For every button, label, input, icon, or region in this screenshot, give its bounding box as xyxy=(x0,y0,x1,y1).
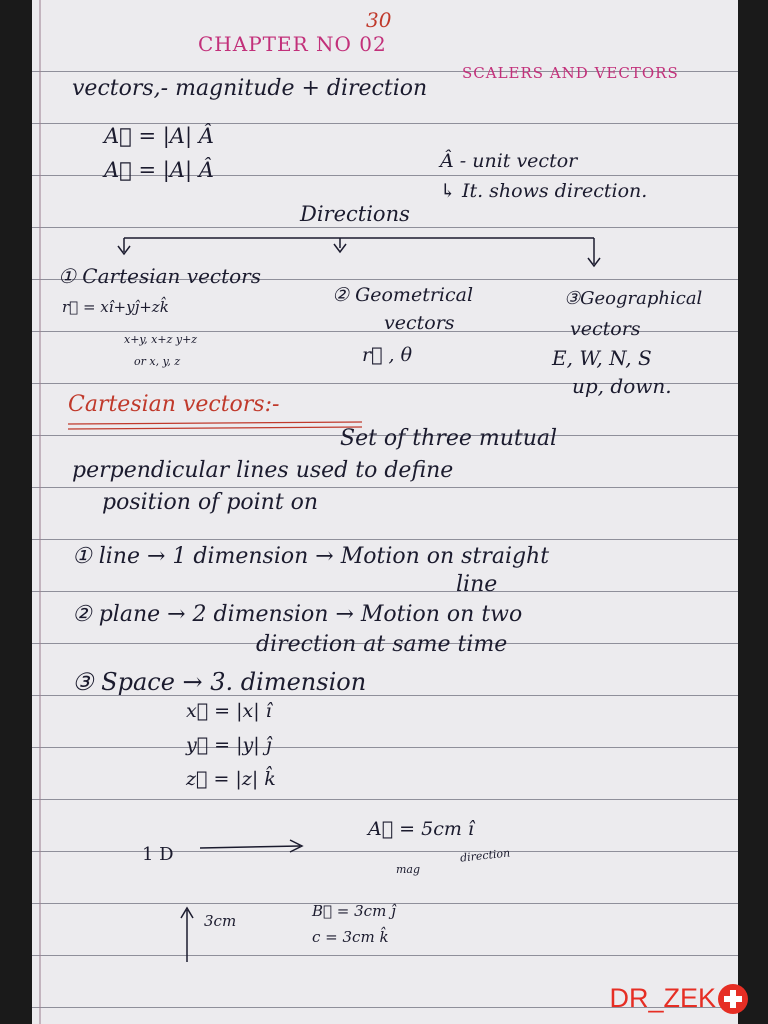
mag-label: mag xyxy=(396,863,421,876)
dimension-space: ③ Space → 3. dimension xyxy=(72,668,367,696)
direction-note: ↳ It. shows direction. xyxy=(440,180,648,202)
chapter-title: CHAPTER NO 02 xyxy=(198,32,387,56)
unit-vector-note: Â - unit vector xyxy=(440,150,578,172)
notebook-page xyxy=(32,0,738,1024)
three-cm-label: 3cm xyxy=(204,912,237,930)
component-x: x⃗ = |x| î xyxy=(186,700,272,722)
dimension-line: ① line → 1 dimension → Motion on straight xyxy=(72,544,550,569)
cartesian-formula: r⃗ = xî+yĵ+zk̂ xyxy=(62,298,169,316)
cartesian-sub-2: or x, y, z xyxy=(134,355,181,368)
geometrical-sub-2: r⃗ , θ xyxy=(362,344,413,366)
direction-label: direction xyxy=(459,846,511,865)
watermark-text: DR_ZEK xyxy=(609,983,716,1013)
cartesian-heading: Cartesian vectors:- xyxy=(68,392,280,417)
direction-item-geometrical: ② Geometrical xyxy=(332,284,474,306)
chapter-subject: SCALERS AND VECTORS xyxy=(462,64,679,82)
c-equation: c = 3cm k̂ xyxy=(312,928,389,946)
geographical-sub-3: up, down. xyxy=(572,374,672,398)
heading-underline-2 xyxy=(68,427,362,429)
dimension-line-cont: line xyxy=(456,572,498,597)
direction-item-geographical: ③Geographical xyxy=(564,288,703,309)
one-d-arrow xyxy=(200,846,300,848)
equation-1: A⃗ = |A| Â xyxy=(104,124,214,148)
one-d-label: 1 D xyxy=(142,844,174,865)
geometrical-sub-1: vectors xyxy=(384,312,455,334)
equation-2: A⃗ = |A| Â xyxy=(104,158,214,182)
direction-item-cartesian: ① Cartesian vectors xyxy=(58,264,262,288)
page-number: 30 xyxy=(366,8,392,32)
definition-line-2: perpendicular lines used to define xyxy=(72,458,454,483)
medical-cross-icon xyxy=(718,984,748,1014)
a-equation: A⃗ = 5cm î xyxy=(368,818,474,840)
component-z: z⃗ = |z| k̂ xyxy=(186,768,276,790)
directions-title: Directions xyxy=(300,202,410,226)
dimension-plane-cont: direction at same time xyxy=(256,632,508,657)
definition-line-3: position of point on xyxy=(102,490,319,515)
geographical-sub-2: E, W, N, S xyxy=(552,346,652,370)
intro-line: vectors,- magnitude + direction xyxy=(72,76,428,101)
component-y: y⃗ = |y| ĵ xyxy=(186,734,272,756)
watermark-logo xyxy=(609,983,748,1014)
heading-underline-1 xyxy=(68,422,362,424)
b-equation: B⃗ = 3cm ĵ xyxy=(312,902,396,920)
definition-line-1: Set of three mutual xyxy=(340,426,558,451)
dimension-plane: ② plane → 2 dimension → Motion on two xyxy=(72,602,523,627)
cartesian-sub-1: x+y, x+z y+z xyxy=(124,333,198,346)
geographical-sub-1: vectors xyxy=(570,318,641,340)
